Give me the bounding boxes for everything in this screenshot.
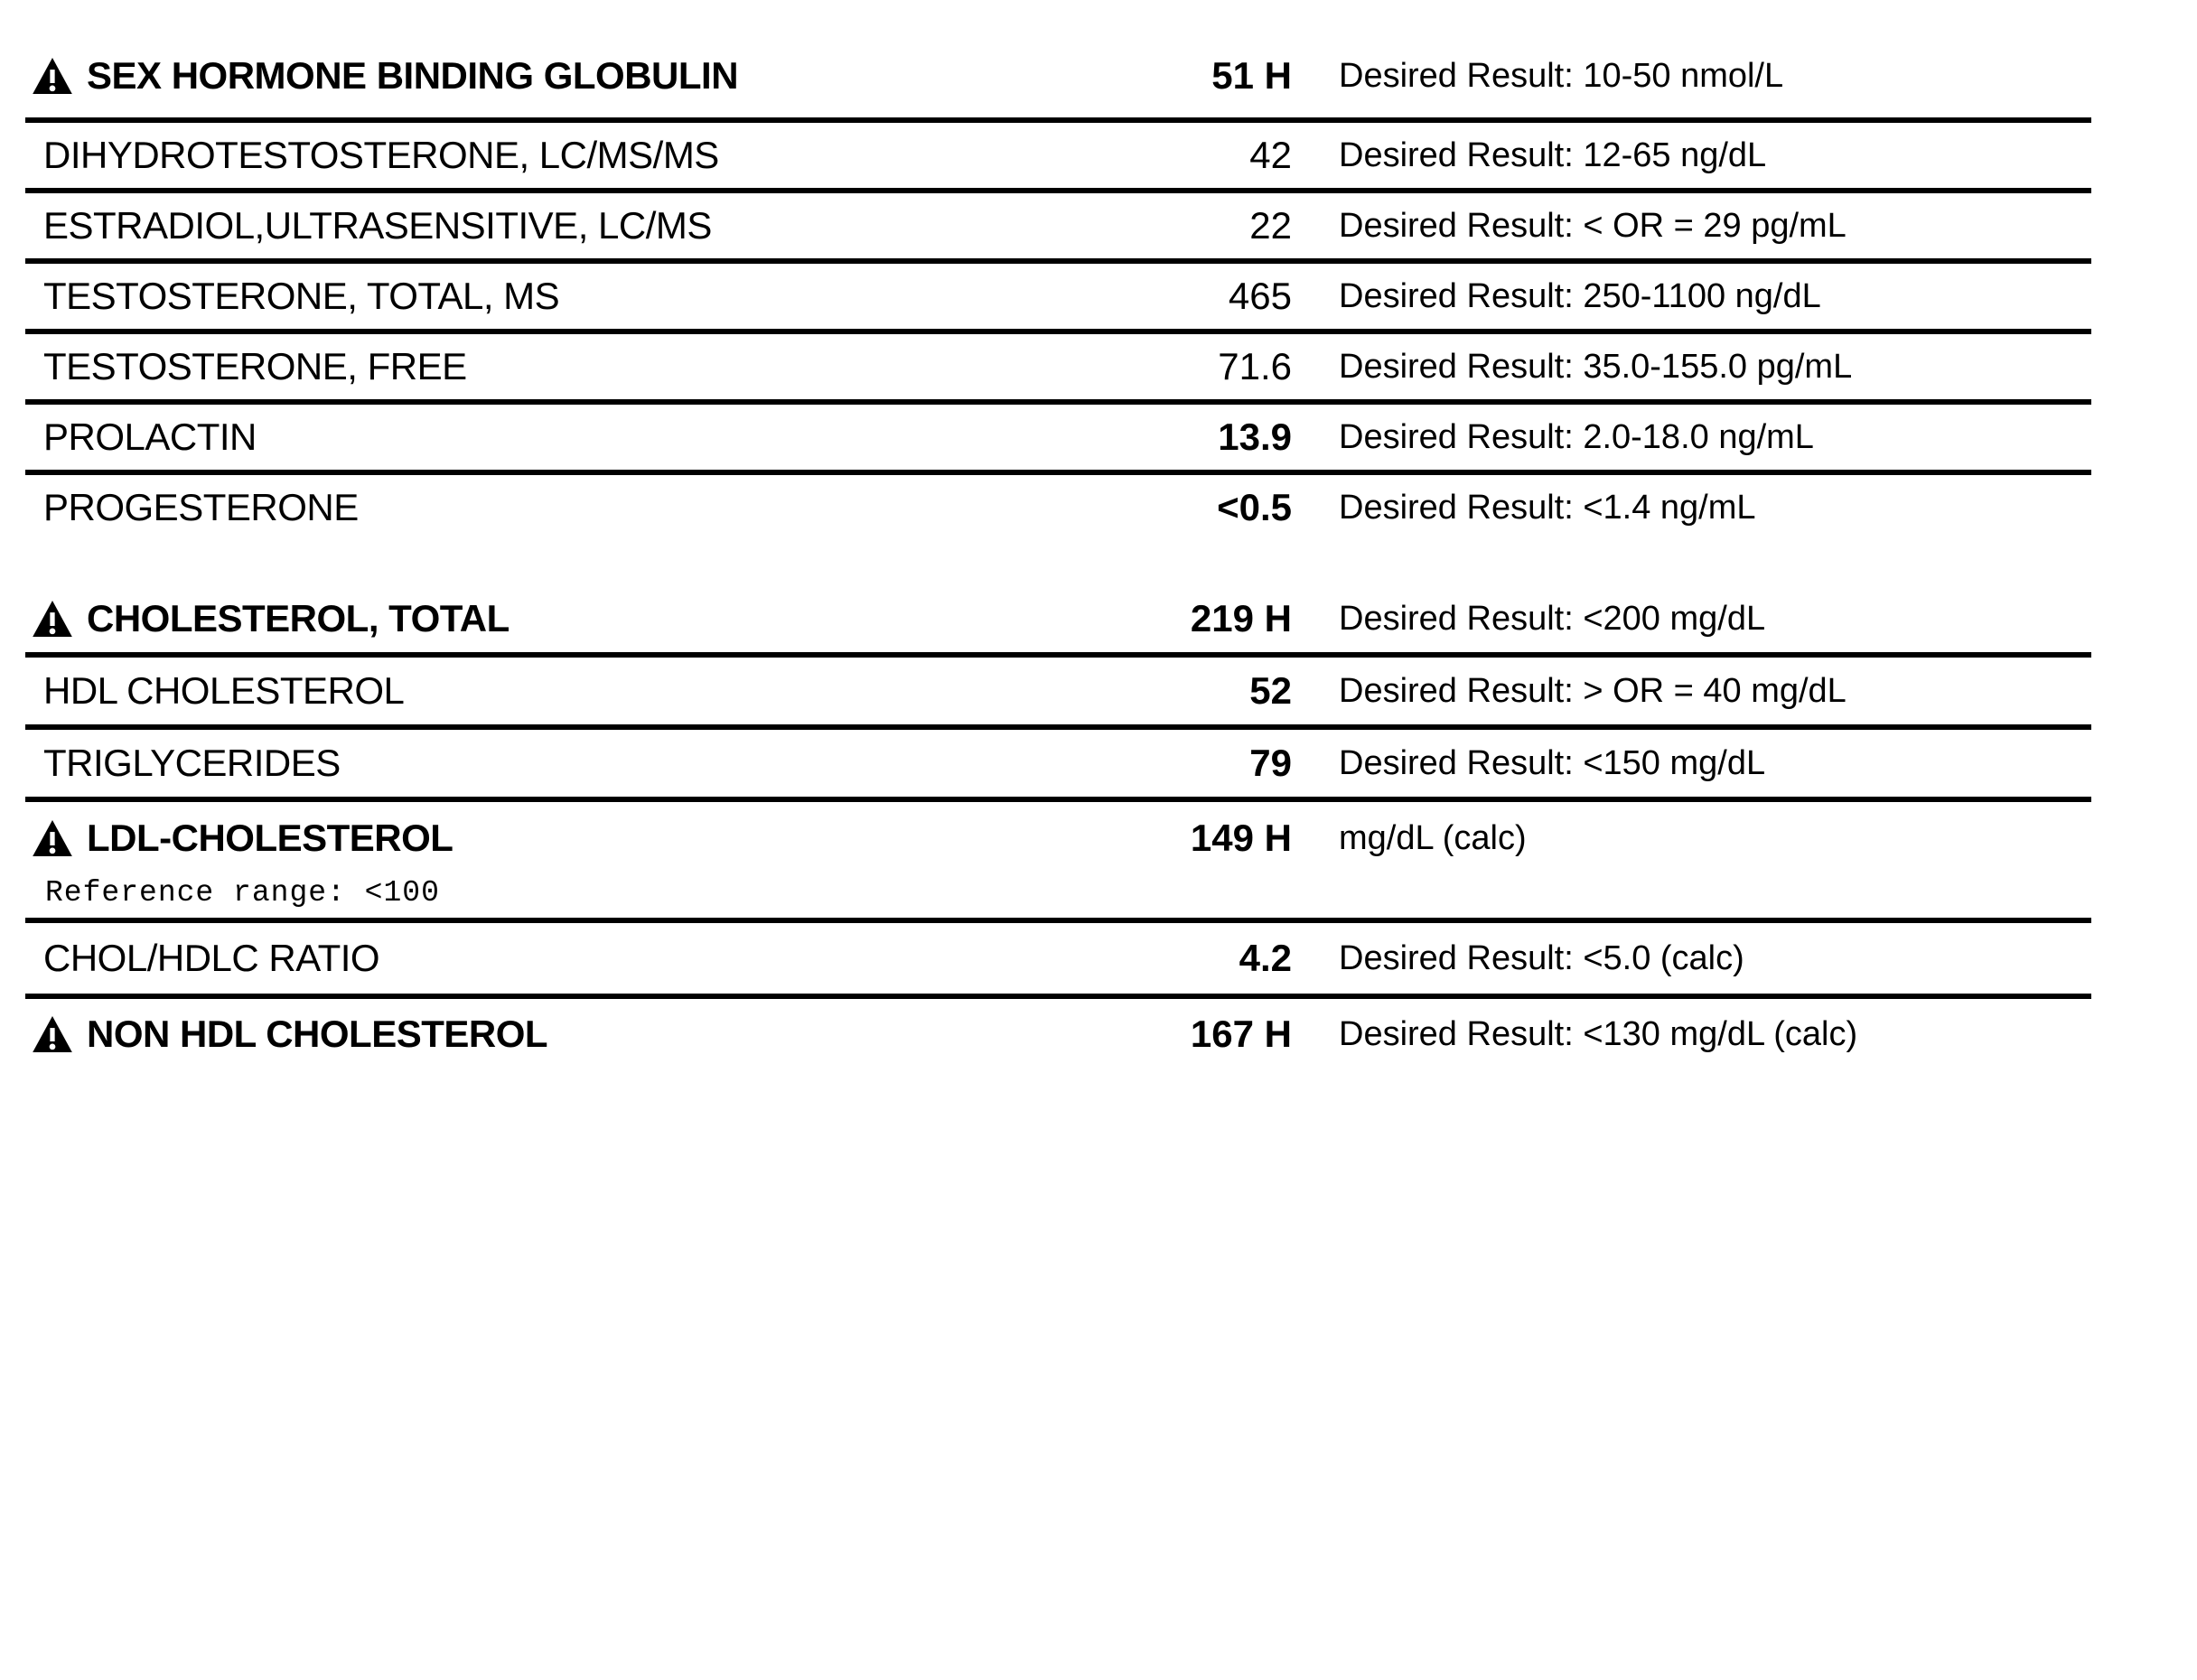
- warning-triangle-icon: [33, 1016, 72, 1052]
- result-value: 51 H: [1211, 54, 1292, 97]
- result-row: [25, 999, 2091, 1069]
- test-name-cell: [25, 742, 1037, 785]
- desired-result: Desired Result: <130 mg/dL (calc): [1339, 1014, 1858, 1053]
- test-name-cell: [25, 54, 1037, 98]
- result-row: [25, 264, 2091, 334]
- test-name-cell: [25, 486, 1037, 529]
- test-name-cell: [25, 134, 1037, 177]
- desired-result: Desired Result: <1.4 ng/mL: [1339, 488, 1756, 527]
- desired-result: Desired Result: 35.0-155.0 pg/mL: [1339, 347, 1853, 386]
- desired-result: mg/dL (calc): [1339, 818, 1527, 857]
- result-row: [25, 34, 2091, 123]
- test-name: TESTOSTERONE, TOTAL, MS: [43, 275, 560, 317]
- test-name: LDL-CHOLESTEROL: [87, 817, 453, 859]
- test-name-cell: [25, 345, 1037, 388]
- section-gap: [25, 540, 2091, 585]
- test-name-cell: [25, 937, 1037, 980]
- desired-result: Desired Result: <200 mg/dL: [1339, 599, 1766, 638]
- desired-result: Desired Result: <5.0 (calc): [1339, 938, 1744, 977]
- result-row: [25, 475, 2091, 540]
- result-value: 22: [1249, 204, 1292, 247]
- test-name-cell: [25, 1013, 1037, 1056]
- test-name: ESTRADIOL,ULTRASENSITIVE, LC/MS: [43, 204, 712, 247]
- desired-result: Desired Result: 250-1100 ng/dL: [1339, 276, 1821, 315]
- desired-result: Desired Result: > OR = 40 mg/dL: [1339, 671, 1846, 710]
- test-name-cell: [25, 597, 1037, 640]
- result-value: 465: [1228, 275, 1292, 317]
- test-name: TESTOSTERONE, FREE: [43, 345, 467, 387]
- result-row: [25, 658, 2091, 730]
- results-table: [25, 0, 2091, 1069]
- test-name-cell: [25, 204, 1037, 247]
- result-row: [25, 123, 2091, 193]
- result-row: [25, 405, 2091, 475]
- result-value: 52: [1249, 669, 1292, 712]
- result-value: 42: [1249, 134, 1292, 176]
- reference-range-note: Reference range: <100: [45, 876, 440, 910]
- test-name-cell: [25, 415, 1037, 459]
- result-row: [25, 193, 2091, 264]
- result-value: 13.9: [1218, 415, 1292, 458]
- desired-result: Desired Result: 10-50 nmol/L: [1339, 56, 1784, 95]
- result-value: 4.2: [1239, 937, 1292, 979]
- result-row-with-note: [25, 802, 2091, 923]
- desired-result: Desired Result: < OR = 29 pg/mL: [1339, 206, 1846, 245]
- desired-result: Desired Result: 12-65 ng/dL: [1339, 135, 1767, 174]
- result-value: 167 H: [1190, 1013, 1292, 1055]
- result-row: [25, 802, 2091, 874]
- warning-triangle-icon: [33, 820, 72, 856]
- test-name: PROLACTIN: [43, 415, 257, 458]
- result-value: <0.5: [1217, 486, 1292, 528]
- desired-result: Desired Result: <150 mg/dL: [1339, 743, 1766, 782]
- result-value: 79: [1249, 742, 1292, 784]
- test-name: CHOLESTEROL, TOTAL: [87, 597, 510, 639]
- test-name: CHOL/HDLC RATIO: [43, 937, 380, 979]
- result-value: 71.6: [1218, 345, 1292, 387]
- test-name: NON HDL CHOLESTEROL: [87, 1013, 548, 1055]
- test-name: DIHYDROTESTOSTERONE, LC/MS/MS: [43, 134, 719, 176]
- result-value: 219 H: [1190, 597, 1292, 639]
- desired-result: Desired Result: 2.0-18.0 ng/mL: [1339, 417, 1814, 456]
- result-row: [25, 585, 2091, 658]
- result-row: [25, 730, 2091, 802]
- result-value: 149 H: [1190, 817, 1292, 859]
- test-name: HDL CHOLESTEROL: [43, 669, 405, 712]
- warning-triangle-icon: [33, 601, 72, 637]
- warning-triangle-icon: [33, 58, 72, 94]
- test-name-cell: [25, 669, 1037, 713]
- test-name: PROGESTERONE: [43, 486, 359, 528]
- test-name: SEX HORMONE BINDING GLOBULIN: [87, 54, 739, 97]
- result-row: [25, 923, 2091, 999]
- test-name-cell: [25, 275, 1037, 318]
- test-name-cell: [25, 817, 1037, 860]
- result-row: [25, 334, 2091, 405]
- test-name: TRIGLYCERIDES: [43, 742, 341, 784]
